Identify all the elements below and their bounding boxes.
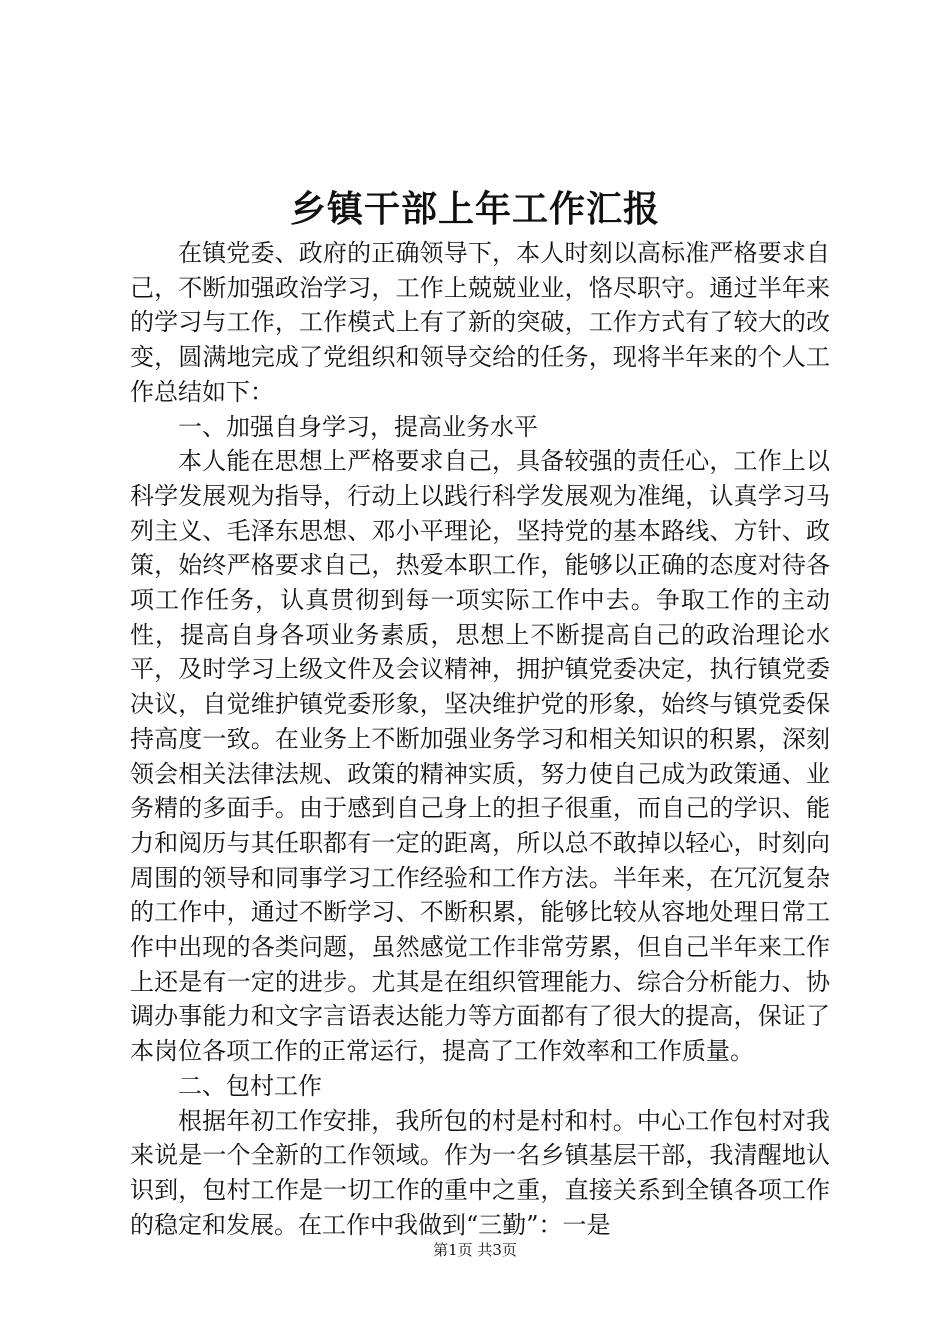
page-footer	[0, 1240, 950, 1260]
section-heading-1: 一、加强自身学习，提高业务水平	[178, 412, 538, 441]
paragraph-section-1: 本人能在思想上严格要求自己，具备较强的责任心，工作上以科学发展观为指导，行动上以践行科学发展观为准绳，认真学习马列主义、毛泽东思想、邓小平理论，坚持党的基本路线、方针、政策，始终严格要求自己，热爱本职工作，能够以正确的态度对待各项工作任务，认真贯彻到每一项实际工作中去。争取工作的主动性，提高自身各项业务素质，思想上不断提高自己的政治理论水平，及时学习上级文件及会议精神，拥护镇党委决定，执行镇党委决议，自觉维护镇党委形象，坚决维护党的形象，始终与镇党委保持高度一致。在业务上不断加强业务学习和相关知识的积累，深刻领会相关法律法规、政策的精神实质，努力使自己成为政策通、业务精的多面手。由于感到自己身上的担子很重，而自己的学识、能力和阅历与其任职都有一定的距离，所以总不敢掉以轻心，时刻向周围的领导和同事学习工作经验和工作方法。半年来，在冗沉复杂的工作中，通过不断学习、不断积累，能够比较从容地处理日常工作中出现的各类问题，虽然感觉工作非常劳累，但自己半年来工作上还是有一定的进步。尤其是在组织管理能力、综合分析能力、协调办事能力和文字言语表达能力等方面都有了很大的提高，保证了本岗位各项工作的正常运行，提高了工作效率和工作质量。	[130, 447, 830, 1066]
paragraph-intro: 在镇党委、政府的正确领导下，本人时刻以高标准严格要求自己，不断加强政治学习，工作上兢兢业业，恪尽职守。通过半年来的学习与工作，工作模式上有了新的突破，工作方式有了较大的改变，圆满地完成了党组织和领导交给的任务，现将半年来的个人工作总结如下：	[130, 239, 830, 406]
paragraph-section-2: 根据年初工作安排，我所包的村是村和村。中心工作包村对我来说是一个全新的工作领域。作为一名乡镇基层干部，我清醒地认识到，包村工作是一切工作的重中之重，直接关系到全镇各项工作的稳定和发展。在工作中我做到“三勤”：一是	[130, 1106, 830, 1239]
page-indicator: 第1页 共3页	[433, 1241, 517, 1259]
document-title: 乡镇干部上年工作汇报	[289, 188, 660, 230]
document-body	[130, 236, 830, 1242]
section-heading-2: 二、包村工作	[178, 1071, 322, 1100]
